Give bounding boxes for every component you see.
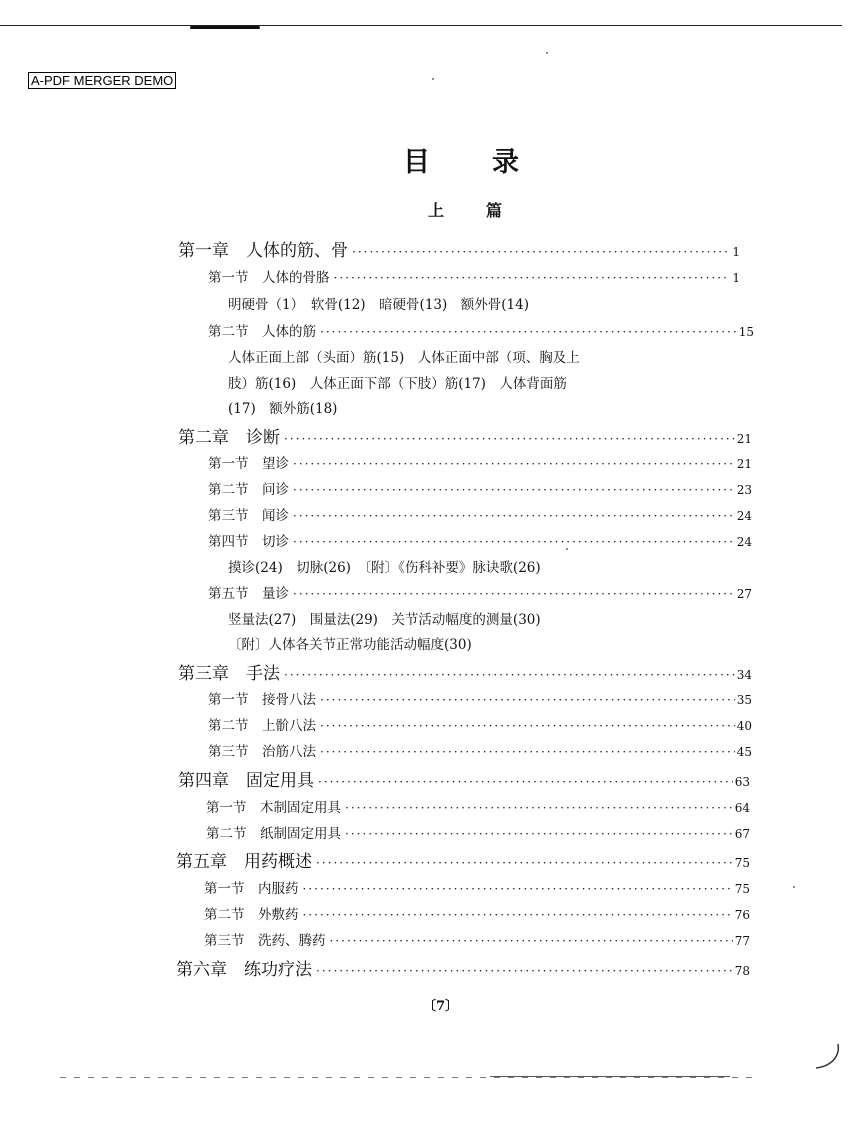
toc-page: 21	[736, 432, 752, 446]
watermark: A-PDF MERGER DEMO	[28, 72, 176, 89]
toc-section[interactable]	[206, 822, 750, 842]
dot-leader	[345, 801, 733, 815]
toc-page: 1	[732, 271, 740, 285]
scan-speck	[566, 548, 568, 550]
dot-leader	[334, 271, 731, 285]
toc-label: 第四章 固定用具	[178, 771, 314, 791]
dot-leader	[293, 509, 735, 523]
dot-leader	[284, 668, 735, 682]
toc-chapter-6[interactable]	[176, 955, 750, 980]
dot-leader	[345, 827, 733, 841]
toc-section[interactable]	[208, 504, 752, 524]
dot-leader	[293, 587, 735, 601]
dot-leader	[320, 325, 737, 339]
toc-subtopics: 〔附〕人体各关节正常功能活动幅度(30)	[228, 637, 472, 653]
dot-leader	[320, 745, 735, 759]
toc-section[interactable]	[208, 530, 752, 550]
toc-page: 78	[734, 964, 750, 978]
toc-page: 64	[734, 801, 750, 815]
toc-section[interactable]	[204, 877, 750, 897]
toc-section[interactable]	[208, 452, 752, 472]
toc-page: 35	[736, 693, 752, 707]
dot-leader	[303, 908, 733, 922]
scan-speck	[793, 886, 795, 888]
page-title: 目录	[403, 147, 581, 178]
dot-leader	[293, 535, 735, 549]
scan-speck	[546, 52, 548, 54]
scan-smudge	[190, 26, 260, 29]
toc-page: 63	[734, 775, 750, 789]
toc-label: 第五节 量诊	[208, 586, 289, 602]
dot-leader	[352, 245, 730, 259]
top-rule	[0, 25, 842, 26]
scan-noise	[490, 1076, 730, 1077]
toc-label: 第三节 闻诊	[208, 508, 289, 524]
toc-subtopics: 肢）筋(16) 人体正面下部（下肢）筋(17) 人体背面筋	[228, 376, 567, 392]
toc-page: 21	[736, 457, 752, 471]
toc-section[interactable]	[208, 478, 752, 498]
toc-label: 第六章 练功疗法	[176, 960, 312, 980]
dot-leader	[316, 964, 733, 978]
dot-leader	[284, 432, 735, 446]
toc-chapter-1[interactable]	[178, 236, 740, 261]
toc-page: 27	[736, 587, 752, 601]
toc-page: 76	[734, 908, 750, 922]
dot-leader	[330, 934, 733, 948]
part-heading: 上篇	[428, 201, 545, 220]
dot-leader	[303, 882, 733, 896]
toc-subtopics: 摸诊(24) 切脉(26) 〔附〕《伤科补要》脉诀歌(26)	[228, 560, 541, 576]
toc-page: 1	[732, 245, 740, 259]
toc-section[interactable]	[208, 266, 740, 286]
toc-page: 75	[734, 856, 750, 870]
toc-subtopics: (17) 额外筋(18)	[228, 401, 338, 417]
toc-subtopics: 明硬骨（1） 软骨(12) 暗硬骨(13) 额外骨(14)	[228, 297, 529, 313]
toc-label: 第四节 切诊	[208, 534, 289, 550]
toc-page: 67	[734, 827, 750, 841]
dot-leader	[318, 775, 733, 789]
dot-leader	[320, 693, 735, 707]
toc-page: 77	[734, 934, 750, 948]
toc-page: 23	[736, 483, 752, 497]
toc-label: 第五章 用药概述	[176, 852, 312, 872]
toc-label: 第一节 木制固定用具	[206, 800, 341, 816]
toc-section[interactable]	[204, 929, 750, 949]
toc-page: 40	[736, 719, 752, 733]
toc-label: 第二节 人体的筋	[208, 324, 316, 340]
page-number: 〔7〕	[423, 999, 459, 1014]
toc-label: 第二节 外敷药	[204, 907, 299, 923]
toc-section[interactable]	[206, 796, 750, 816]
toc-label: 第二节 上骱八法	[208, 718, 316, 734]
toc-section[interactable]	[208, 714, 752, 734]
dot-leader	[293, 483, 735, 497]
toc-label: 第二节 纸制固定用具	[206, 826, 341, 842]
toc-section[interactable]	[208, 688, 752, 708]
toc-section[interactable]	[208, 320, 754, 340]
dot-leader	[293, 457, 735, 471]
toc-subtopics: 竖量法(27) 围量法(29) 关节活动幅度的测量(30)	[228, 612, 541, 628]
toc-page: 24	[736, 535, 752, 549]
toc-chapter-2[interactable]	[178, 423, 752, 448]
toc-page: 24	[736, 509, 752, 523]
scan-speck	[432, 78, 434, 80]
toc-page: 15	[738, 325, 754, 339]
scan-mark	[812, 1042, 842, 1072]
dot-leader	[316, 856, 733, 870]
toc-label: 第三章 手法	[178, 664, 280, 684]
scan-noise	[60, 1077, 760, 1078]
toc-section[interactable]	[208, 582, 752, 602]
toc-subtopics: 人体正面上部（头面）筋(15) 人体正面中部（项、胸及上	[228, 350, 580, 366]
toc-chapter-5[interactable]	[176, 847, 750, 872]
toc-label: 第一节 望诊	[208, 456, 289, 472]
dot-leader	[320, 719, 735, 733]
toc-label: 第三节 治筋八法	[208, 744, 316, 760]
toc-page: 34	[736, 668, 752, 682]
toc-label: 第一章 人体的筋、骨	[178, 241, 348, 261]
toc-label: 第三节 洗药、腾药	[204, 933, 326, 949]
toc-label: 第二章 诊断	[178, 428, 280, 448]
toc-page: 45	[736, 745, 752, 759]
toc-label: 第二节 问诊	[208, 482, 289, 498]
toc-label: 第一节 内服药	[204, 881, 299, 897]
toc-section[interactable]	[208, 740, 752, 760]
toc-chapter-4[interactable]	[178, 766, 750, 791]
toc-chapter-3[interactable]	[178, 659, 752, 684]
toc-section[interactable]	[204, 903, 750, 923]
toc-label: 第一节 人体的骨胳	[208, 270, 330, 286]
toc-label: 第一节 接骨八法	[208, 692, 316, 708]
toc-page: 75	[734, 882, 750, 896]
